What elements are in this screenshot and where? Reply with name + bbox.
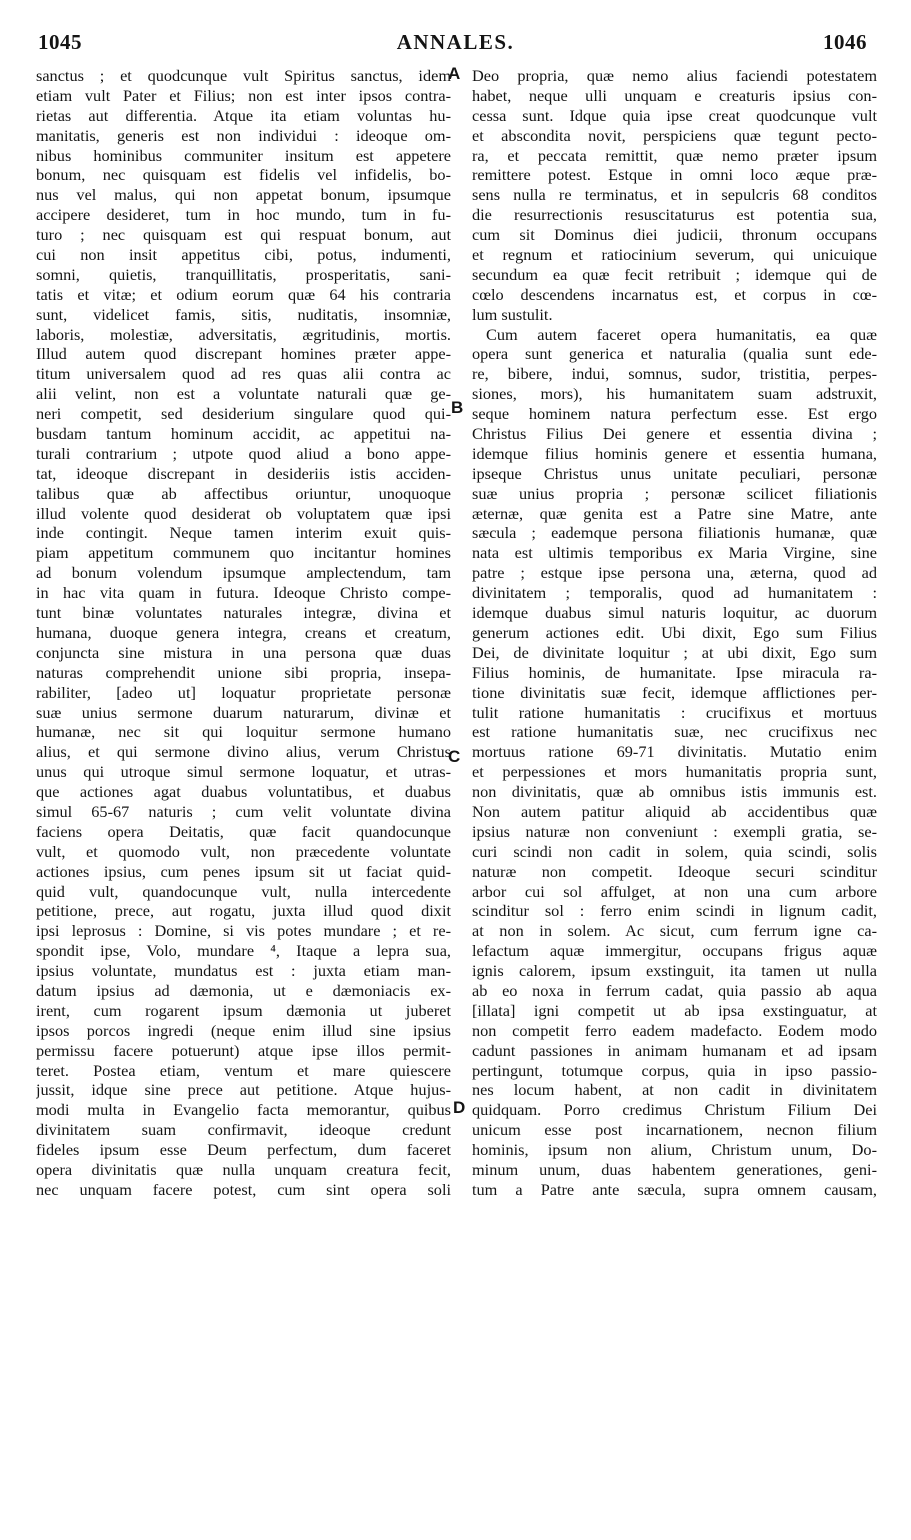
text-line: quid vult, quandocunque vult, nulla intercedente — [36, 881, 451, 901]
text-line: idemque filius hominis genere et essentia humana, — [472, 443, 877, 463]
text-line: habet, neque ulli unquam e creaturis ipsius con- — [472, 85, 877, 105]
text-line: non competit ferro eadem madefacto. Eodem modo — [472, 1020, 877, 1040]
text-line: naturæ non competit. Ideoque securi scinditur — [472, 861, 877, 881]
text-line: remittere potest. Estque in omni loco æque præ- — [472, 165, 877, 185]
text-line: tunt binæ voluntates naturales integræ, divina et — [36, 603, 451, 623]
text-line: jussit, idque sine prece aut petitione. Atque hujus- — [36, 1080, 451, 1100]
left-text-column — [36, 66, 451, 1200]
text-line: modi multa in Evangelio facta memorantur, quibus — [36, 1100, 451, 1120]
text-line: quidquam. Porro credimus Christum Filium Dei — [472, 1100, 877, 1120]
text-line: lum sustulit. — [472, 304, 553, 324]
text-line: opera sunt generica et naturalia (qualia sunt ede- — [472, 344, 877, 364]
text-line: permissu facere potuerunt) atque ipse illos permit- — [36, 1040, 451, 1060]
text-line: datum ipsius ad dæmonia, ut e dæmoniacis ex- — [36, 980, 451, 1000]
text-line: et regnum et ratiocinium severum, qui unicuique — [472, 245, 877, 265]
text-line: die resurrectionis resuscitaturus est potentia sua, — [472, 205, 877, 225]
text-line: ipseque Christus unus unitate peculiari, personæ — [472, 463, 877, 483]
text-line: cessa sunt. Idque quia ipse creat quodcunque vult — [472, 105, 877, 125]
right-text-column — [472, 66, 877, 1200]
text-line: cui non insit appetitus cibi, potus, indumenti, — [36, 245, 451, 265]
text-line: minum unum, duas habentem generationes, geni- — [472, 1159, 877, 1179]
text-line: manitatis, generis est non individui : ideoque om- — [36, 125, 451, 145]
text-line: titum universalem quod ad res quas alii contra ac — [36, 364, 451, 384]
text-line: suæ unius sermone duarum naturarum, divinæ et — [36, 702, 451, 722]
text-line: cœlo descendens incarnatus est, et corpus in cœ- — [472, 284, 877, 304]
text-line: nus vel malus, qui non appetat bonum, ipsumque — [36, 185, 451, 205]
text-line: talibus quæ ab affectibus oriuntur, unoquoque — [36, 483, 451, 503]
text-line: sunt, videlicet famis, sitis, nuditatis, insomniæ, — [36, 304, 451, 324]
text-line: in hac vita quam in futura. Ideoque Christo compe- — [36, 583, 451, 603]
text-line: nibus hominibus communiter insitum est appetere — [36, 145, 451, 165]
text-line: tatis et vitæ; et odium eorum quæ 64 his contraria — [36, 284, 451, 304]
text-line: seque hominem natura perfectum esse. Est ergo — [472, 404, 877, 424]
text-line: tum a Patre ante sæcula, supra omnem causam, — [472, 1179, 877, 1199]
section-mark-d: D — [453, 1098, 466, 1117]
text-line: sanctus ; et quodcunque vult Spiritus sanctus, idem — [36, 66, 451, 85]
text-line: inde contingit. Neque tamen interim exuit quis- — [36, 523, 451, 543]
text-line: re, bibere, indui, somnus, sudor, tristitia, perpes- — [472, 364, 877, 384]
text-line: turo ; nec quisquam est qui respuat bonum, aut — [36, 225, 451, 245]
text-line: non divinitatis, quæ ab omnibus istis immunis est. — [472, 782, 877, 802]
text-line: sæcula ; eademque persona filiationis humanæ, quæ — [472, 523, 877, 543]
text-line: nes locum habent, at non cadit in divinitatem — [472, 1080, 877, 1100]
text-line: unicum esse post incarnationem, necnon filium — [472, 1120, 877, 1140]
text-line: ignis calorem, ipsum exstinguit, ita tamen ut nulla — [472, 961, 877, 981]
text-line: divinitatem ; temporalis, quod ad humanitatem : — [472, 583, 877, 603]
text-line: irent, cum rogarent ipsum dæmonia ut juberet — [36, 1000, 451, 1020]
text-line: generum actiones edit. Ubi dixit, Ego sum Filius — [472, 622, 877, 642]
text-line: conjuncta sine mistura in una persona quæ duas — [36, 642, 451, 662]
text-line: scinditur sol : ferro enim scindi in lignum cadit, — [472, 901, 877, 921]
text-line: busdam tantum hominum accidit, ac appetitui na- — [36, 424, 451, 444]
text-line: tulit ratione humanitatis : crucifixus et mortuus — [472, 702, 877, 722]
text-line: siones, mors), his humanitatem suam adstruxit, — [472, 384, 877, 404]
text-line: Cum autem faceret opera humanitatis, ea quæ — [486, 324, 877, 344]
text-line: humana, duoque genera integra, creans et creatum, — [36, 622, 451, 642]
text-line: patre ; estque ipse persona una, æterna, quod ad — [472, 563, 877, 583]
text-line: ad bonum volendum ipsumque amplectendum, tam — [36, 563, 451, 583]
text-line: Non autem patitur aliquid ab accidentibus quæ — [472, 801, 877, 821]
text-line: æternæ, quæ genita est a Patre sine Matre, ante — [472, 503, 877, 523]
text-line: Illud autem quod discrepant homines præter appe- — [36, 344, 451, 364]
text-line: Deo propria, quæ nemo alius faciendi potestatem — [472, 66, 877, 85]
text-line: [illata] igni competit ut ab ipsa exstinguatur, at — [472, 1000, 877, 1020]
text-line: ab eo noxa in ferrum cadat, quia passio ab aqua — [472, 980, 877, 1000]
section-mark-c: C — [448, 747, 461, 766]
text-line: curi scindi non cadit in solem, quia scindi, solis — [472, 841, 877, 861]
text-line: divinitatem suam confirmavit, ideoque credunt — [36, 1120, 451, 1140]
text-line: accipere desideret, tum in hoc mundo, tum in fu- — [36, 205, 451, 225]
text-line: Filius hominis, de humanitate. Ipse miracula ra- — [472, 662, 877, 682]
running-title: ANNALES. — [396, 30, 515, 54]
text-line: que actiones agat duabus voluntatibus, et duabus — [36, 782, 451, 802]
text-line: lefactum aquæ immergitur, occupans frigus aquæ — [472, 941, 877, 961]
text-line: sens nulla re terminatus, et in sepulcris 68 conditos — [472, 185, 877, 205]
text-line: etiam vult Pater et Filius; non est inter ipsos contra- — [36, 85, 451, 105]
text-line: Dei, de divinitate loquitur ; at ubi dixit, Ego sum — [472, 642, 877, 662]
text-line: unus qui utroque simul sermone loquatur, et utras- — [36, 762, 451, 782]
text-line: tione divinitatis suæ fecit, idemque afflictiones per- — [472, 682, 877, 702]
text-line: tat, ideoque discrepant in desideriis istis acciden- — [36, 463, 451, 483]
text-line: vult, et quomodo vult, non præcedente voluntate — [36, 841, 451, 861]
text-line: petitione, prece, aut rogatu, juxta illud quod dixit — [36, 901, 451, 921]
text-line: nata est ultimis temporibus ex Maria Virgine, sine — [472, 543, 877, 563]
text-line: cum sit Dominus diei judicii, thronum occupans — [472, 225, 877, 245]
text-line: rietas aut differentia. Atque ita etiam voluntas hu- — [36, 105, 451, 125]
text-line: bonum, nec quisquam est fidelis vel infidelis, bo- — [36, 165, 451, 185]
text-line: faciens opera Deitatis, quæ facit quandocunque — [36, 821, 451, 841]
text-line: fideles ipsum esse Deum perfectum, dum faceret — [36, 1140, 451, 1160]
text-line: est ratione humanitatis suæ, nec crucifixus nec — [472, 722, 877, 742]
text-line: neri competit, sed desiderium singulare quod qui- — [36, 404, 451, 424]
text-line: hominis, ipsum non alium, Christum unum, Do- — [472, 1140, 877, 1160]
text-line: idemque duabus simul naturis loquitur, ac duorum — [472, 603, 877, 623]
text-line: mortuus ratione 69-71 divinitatis. Mutatio enim — [472, 742, 877, 762]
text-line: piam appetitum communem quo incitantur homines — [36, 543, 451, 563]
text-line: alius, et qui sermone divino alius, verum Christus — [36, 742, 451, 762]
text-line: Christus Filius Dei genere et essentia divina ; — [472, 424, 877, 444]
page-number-left: 1045 — [38, 30, 82, 54]
text-line: at non in solem. Ac sicut, cum ferrum igne ca- — [472, 921, 877, 941]
text-line: actiones ipsius, cum penes ipsum sit ut faciat quid- — [36, 861, 451, 881]
text-line: humanæ, nec sit qui loquitur sermone humano — [36, 722, 451, 742]
text-line: naturas comprehendit unione sibi propria, insepa- — [36, 662, 451, 682]
text-line: somni, quietis, tranquillitatis, prosperitatis, sani- — [36, 264, 451, 284]
text-line: cadunt passiones in animam humanam et ad ipsam — [472, 1040, 877, 1060]
text-line: ipsius voluntate, mundatus est : juxta etiam man- — [36, 961, 451, 981]
text-line: arbor cui sol affulget, at non una cum arbore — [472, 881, 877, 901]
text-line: et abscondita novit, perspiciens quæ tegunt pecto- — [472, 125, 877, 145]
text-line: illud volente quod desiderat ob voluptatem quæ ipsi — [36, 503, 451, 523]
text-line: turali contrarium ; utpote quod aliud a bono appe- — [36, 443, 451, 463]
text-line: teret. Postea etiam, ventum et mare quiescere — [36, 1060, 451, 1080]
text-line: nec unquam facere potest, cum sint opera soli — [36, 1179, 451, 1199]
text-line: spondit ipse, Volo, mundare ⁴, Itaque a lepra sua, — [36, 941, 451, 961]
page-number-right: 1046 — [823, 30, 867, 54]
text-line: et perpessiones et mors humanitatis propria sunt, — [472, 762, 877, 782]
text-line: suæ unius propria ; personæ scilicet filiationis — [472, 483, 877, 503]
text-line: ipsi leprosus : Domine, si vis potes mundare ; et re- — [36, 921, 451, 941]
text-line: pertingunt, totumque corpus, quia in ipso passio- — [472, 1060, 877, 1080]
text-line: rabiliter, [adeo ut] loquatur proprietate personæ — [36, 682, 451, 702]
text-line: ipsos porcos ingredi (neque enim illud sine ipsius — [36, 1020, 451, 1040]
text-line: secundum ea quæ fecit retribuit ; idemque qui de — [472, 264, 877, 284]
text-line: alii velint, non est a voluntate naturali quæ ge- — [36, 384, 451, 404]
text-line: simul 65-67 naturis ; cum velit voluntate divina — [36, 801, 451, 821]
text-line: ra, et peccata remittit, quæ nemo præter ipsum — [472, 145, 877, 165]
text-line: opera divinitatis quæ nulla unquam creatura fecit, — [36, 1159, 451, 1179]
text-line: laboris, molestiæ, adversitatis, ægritudinis, mortis. — [36, 324, 451, 344]
section-mark-a: A — [448, 64, 461, 83]
text-line: ipsius naturæ non conveniunt : exempli gratia, se- — [472, 821, 877, 841]
section-mark-b: B — [451, 398, 464, 417]
